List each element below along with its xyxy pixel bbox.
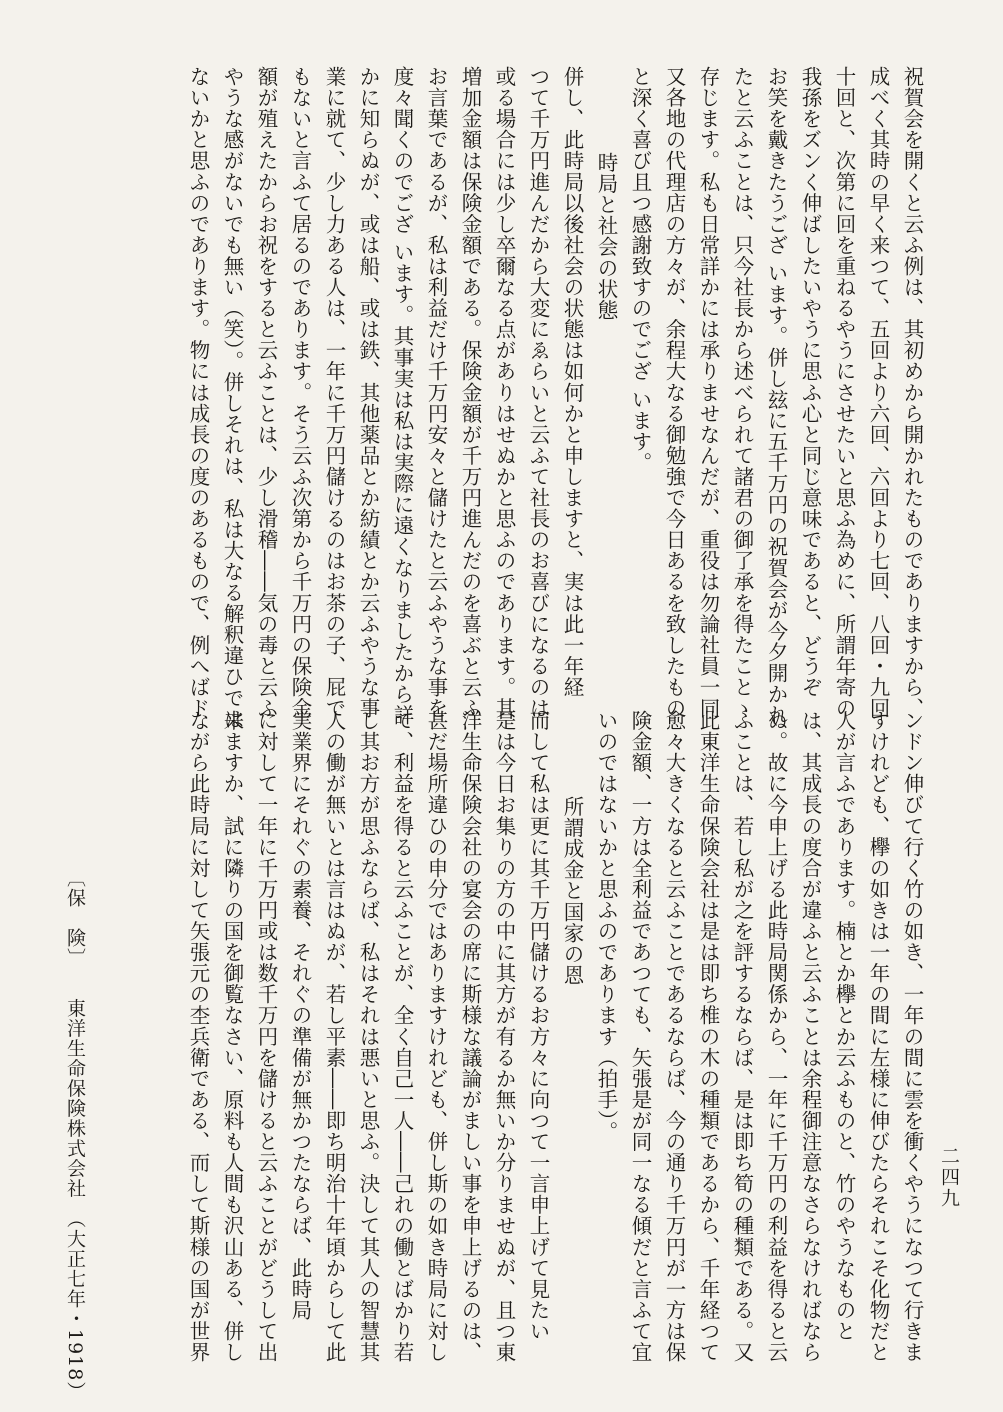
- text-line: 而して私は更に其千万円儲けるお方々に向つて一言申上げて見たい: [526, 710, 550, 1342]
- text-line: 実業界にそれぐの素養、それぐの準備が無かつたならば、此時局: [288, 710, 312, 1321]
- text-line: ぬ。故に今申上げる此時局関係から、一年に千万円の利益を得ると云: [764, 710, 788, 1363]
- text-line: 額が殖えたからお祝をすると云ふことは、少し滑稽――気の毒と云ふ: [254, 66, 278, 719]
- text-line: 存じます。私も日常詳かには承りませなんだが、重役は勿論社員一同: [696, 66, 720, 719]
- upper-text-block: [181, 66, 929, 730]
- text-line: 是は今日お集りの方の中に其方が有るか無いか分りませぬが、且つ東: [492, 710, 516, 1363]
- text-line: かに知らぬが、或は船、或は鉄、其他薬品とか紡績とか云ふやうな事: [356, 66, 380, 719]
- text-line: もないと言ふて居るのであります。そう云ふ次第から千万円の保険金: [288, 66, 312, 719]
- text-line: と深く喜び且つ感謝致すのでござ います。: [628, 66, 652, 474]
- text-line: ないかと思ふのであります。物には成長の度のあるもので、例へばド: [186, 66, 210, 719]
- text-line: 来ますか、試に隣りの国を御覧なさい、原料も人間も沢山ある、併し: [220, 710, 244, 1363]
- text-line: 我孫をズンく伸ばしたいやうに思ふ心と同じ意味であると、どうぞ: [798, 66, 822, 698]
- section-heading: 所謂成金と国家の恩: [560, 796, 584, 986]
- text-line: 愈々大きくなると云ふことであるならば、今の通り千万円が一方は保: [662, 710, 686, 1363]
- text-line: すけれども、欅の如きは一年の間に左様に伸びたらそれこそ化物だと: [866, 710, 890, 1363]
- text-line: 又各地の代理店の方々が、余程大なる御勉強で今日あるを致したもの: [662, 66, 686, 719]
- text-line: 洋生命保険会社の宴会の席に斯様な議論がましい事を申上げるのは、: [458, 710, 482, 1363]
- text-line: し其お方が思ふならば、私はそれは悪いと思ふ。決して其人の智慧其: [356, 710, 380, 1363]
- text-line: 度々聞くのでござ います。其事実は私は実際に遠くなりましたから詳: [390, 66, 414, 726]
- text-line: ながら此時局に対して矢張元の杢兵衛である、而して斯様の国が世界: [186, 710, 210, 1363]
- text-line: つて千万円進んだから大変にゑらいと云ふて社長のお喜びになるのは: [526, 66, 550, 719]
- text-line: 祝賀会を開くと云ふ例は、其初めから開かれたものでありますから、: [900, 66, 924, 719]
- running-footer: 〔保 険〕 東洋生命保険株式会社 （大正七年・1918）: [64, 868, 86, 1402]
- text-line: に対して一年に千万円或は数千万円を儲けると云ふことがどうして出: [254, 710, 278, 1363]
- text-line: は、其成長の度合が違ふと云ふことは余程御注意なさらなければなら: [798, 710, 822, 1363]
- text-line: 人が言ふであります。楠とか欅とか云ふものと、竹のやうなものと: [832, 710, 856, 1342]
- lower-text-block: [181, 710, 929, 1363]
- text-line: ンドン伸びて行く竹の如き、一年の間に雲を衝くやうになつて行きま: [900, 710, 924, 1363]
- section-heading: 時局と社会の状態: [594, 152, 618, 321]
- text-line: 険金額、一方は全利益であつても、矢張是が同一なる傾だと言ふて宜: [628, 710, 652, 1363]
- text-line: やうな感がないでも無い（笑）。併しそれは、私は大なる解釈違ひでは: [220, 66, 244, 730]
- text-line: 併し、此時局以後社会の状態は如何かと申しますと、実は此一年経: [560, 66, 584, 698]
- page-number: 二四九: [938, 1146, 960, 1209]
- text-line: いのではないかと思ふのであります（拍手）。: [594, 710, 618, 1142]
- text-line: 此東洋生命保険会社は是は即ち椎の木の種類であるから、千年経つて: [696, 710, 720, 1363]
- text-line: 業に就て、少し力ある人は、一年に千万円儲けるのはお茶の子、屁で: [322, 66, 346, 719]
- text-line: 十回と、次第に回を重ねるやうにさせたいと思ふ為めに、所謂年寄の: [832, 66, 856, 719]
- text-line: お笑を戴きたうござ います。併し玆に五千万円の祝賀会が今夕開かれ: [764, 66, 788, 726]
- text-line: 甚だ場所違ひの申分ではありますけれども、併し斯の如き時局に対し: [424, 710, 448, 1363]
- text-line: たと云ふことは、只今社長から述べられて諸君の御了承を得たことゝ: [730, 66, 754, 719]
- text-line: 人の働が無いとは言はぬが、若し平素――即ち明治十年頃からして此: [322, 710, 346, 1363]
- text-line: 或る場合には少し卒爾なる点がありはせぬかと思ふのであります。其: [492, 66, 516, 719]
- text-line: ふことは、若し私が之を評するならば、是は即ち筍の種類である。又: [730, 710, 754, 1363]
- text-line: て、利益を得ると云ふことが、全く自己一人――己れの働とばかり若: [390, 710, 414, 1363]
- text-line: 増加金額は保険金額である。保険金額が千万円進んだのを喜ぶと云ふ: [458, 66, 482, 719]
- text-line: 成べく其時の早く来つて、五回より六回、六回より七回、八回・九回: [866, 66, 890, 719]
- text-line: お言葉であるが、私は利益だけ千万円安々と儲けたと云ふやうな事を: [424, 66, 448, 719]
